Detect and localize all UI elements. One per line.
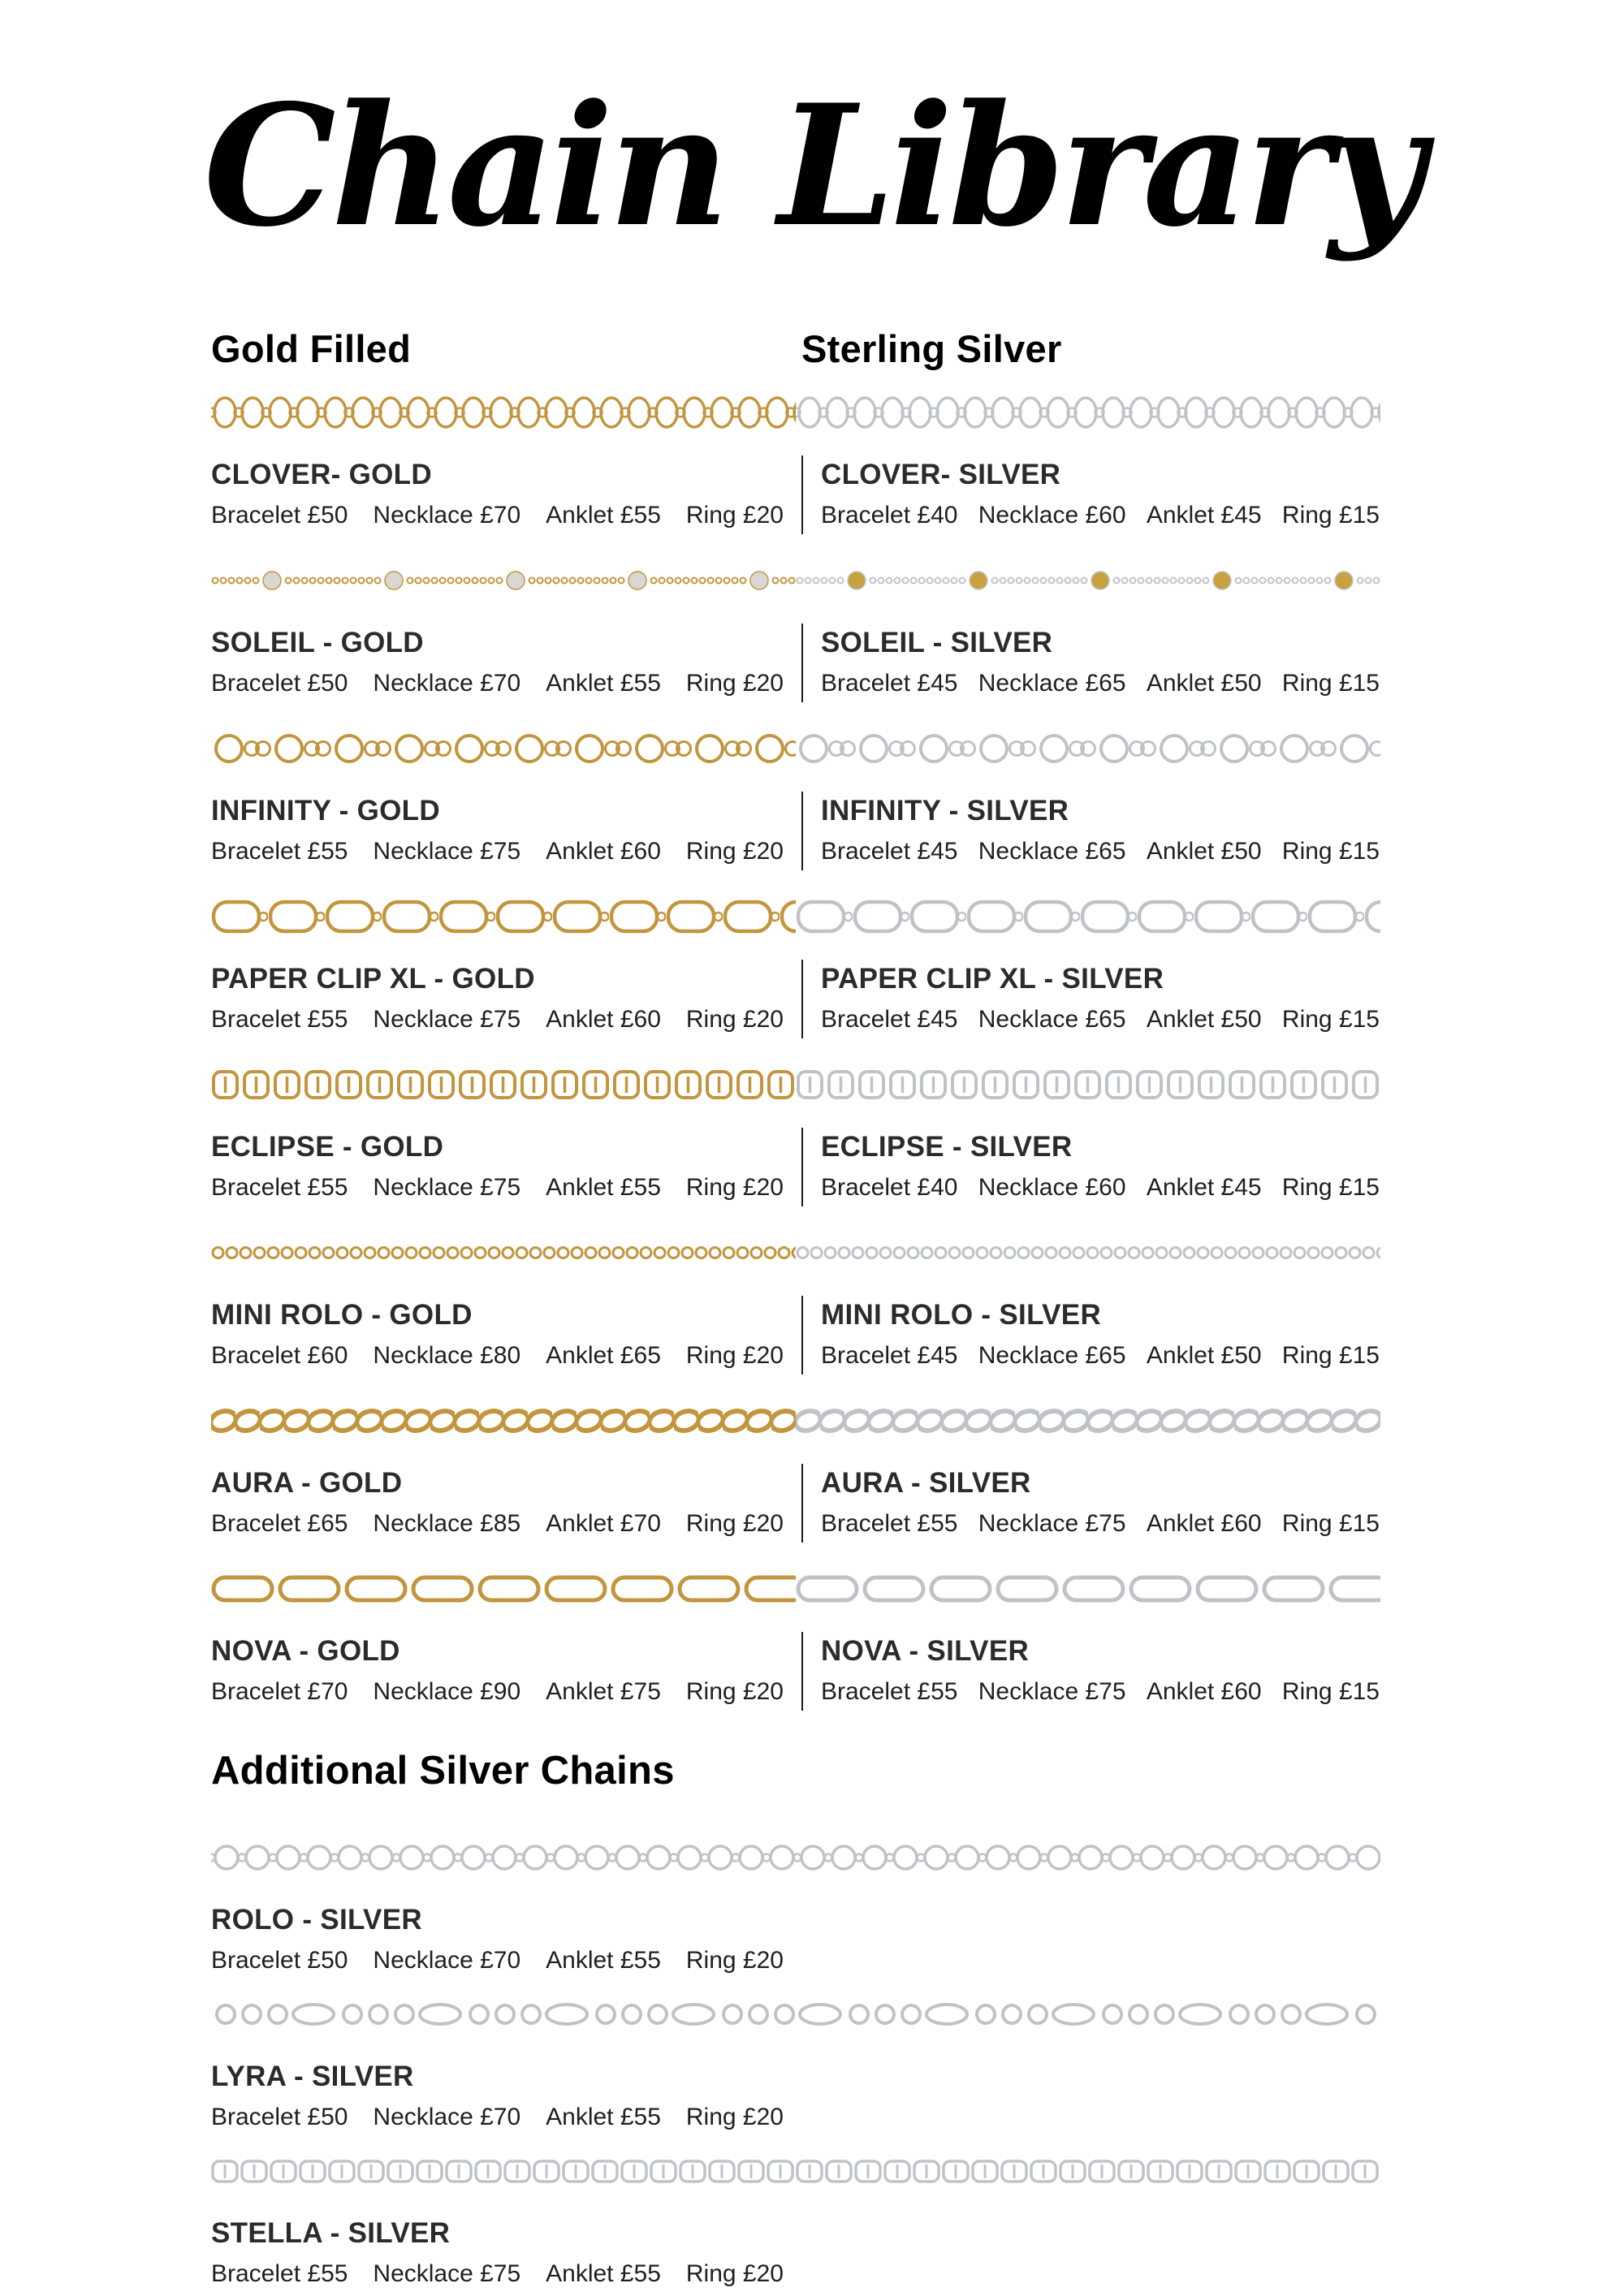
- price-item: Necklace £70: [373, 501, 521, 529]
- silver-text-block: [801, 1128, 1380, 1206]
- silver-text-block: [801, 1632, 1380, 1711]
- price-item: Ring £20: [685, 669, 784, 697]
- chain-prices: [211, 1947, 784, 1974]
- soleil-chain-name: SOLEIL - SILVER: [821, 626, 1053, 658]
- chain-row: [211, 391, 1380, 534]
- price-item: Necklace £60: [978, 1173, 1126, 1201]
- chain-text-pair: [211, 455, 1380, 534]
- price-item: Ring £20: [685, 501, 784, 529]
- price-item: Necklace £80: [373, 1341, 521, 1369]
- soleil-chain-gold-image: [211, 559, 796, 602]
- price-item: Necklace £75: [373, 1005, 521, 1033]
- chain-row: [211, 1992, 1380, 2136]
- eclipse-chain-silver-image: [796, 1063, 1380, 1107]
- price-item: Ring £20: [685, 1509, 784, 1537]
- minirolo-chain-image: [211, 1231, 1380, 1275]
- price-item: Bracelet £50: [211, 1946, 348, 1974]
- paperclip-chain-silver-image: [796, 895, 1380, 939]
- price-item: Bracelet £50: [211, 501, 348, 529]
- price-item: Bracelet £45: [821, 669, 958, 697]
- price-item: Necklace £75: [978, 1677, 1126, 1705]
- aura-chain-name: AURA - SILVER: [821, 1466, 1031, 1499]
- price-item: Anklet £50: [1146, 1005, 1262, 1033]
- price-item: Necklace £70: [373, 2103, 521, 2130]
- price-item: Bracelet £55: [821, 1509, 958, 1537]
- price-item: Ring £15: [1281, 1509, 1380, 1537]
- chain-prices: [211, 502, 784, 529]
- price-item: Ring £15: [1281, 1677, 1380, 1705]
- chain-row: [211, 1231, 1380, 1375]
- price-item: Anklet £60: [546, 1005, 661, 1033]
- price-item: Anklet £45: [1146, 501, 1262, 529]
- column-headers: [211, 326, 1380, 371]
- price-item: Anklet £55: [546, 669, 661, 697]
- price-item: Anklet £60: [1146, 1677, 1262, 1705]
- chain-prices: [821, 1678, 1380, 1706]
- stella-chain-silver-image: [211, 2149, 1380, 2193]
- lyra-chain-image: [211, 1992, 1380, 2036]
- price-item: Ring £15: [1281, 1173, 1380, 1201]
- stella-chain-name: STELLA - SILVER: [211, 2216, 451, 2249]
- additional-chain-rows: [211, 1836, 1380, 2293]
- paperclip-chain-gold-image: [211, 895, 796, 939]
- infinity-chain-name: INFINITY - GOLD: [211, 794, 440, 826]
- price-item: Bracelet £45: [821, 837, 958, 865]
- chain-prices: [211, 2260, 784, 2288]
- price-item: Bracelet £55: [211, 1005, 348, 1033]
- price-item: Ring £20: [685, 1341, 784, 1369]
- eclipse-chain-image: [211, 1063, 1380, 1107]
- infinity-chain-gold-image: [211, 727, 796, 770]
- gold-text-block: [211, 960, 801, 1038]
- gold-text-block: [211, 1632, 801, 1711]
- gold-text-block: [211, 1296, 801, 1375]
- aura-chain-name: AURA - GOLD: [211, 1466, 403, 1499]
- chain-text-pair: [211, 792, 1380, 870]
- price-item: Necklace £65: [978, 1005, 1126, 1033]
- chain-prices: [211, 1006, 784, 1034]
- chain-prices: [211, 1510, 784, 1538]
- price-item: Bracelet £55: [821, 1677, 958, 1705]
- infinity-chain-name: INFINITY - SILVER: [821, 794, 1069, 826]
- nova-chain-silver-image: [796, 1567, 1380, 1611]
- price-item: Necklace £85: [373, 1509, 521, 1537]
- price-item: Anklet £55: [546, 1173, 661, 1201]
- price-item: Anklet £60: [1146, 1509, 1262, 1537]
- price-item: Ring £20: [685, 837, 784, 865]
- price-item: Necklace £60: [978, 501, 1126, 529]
- chain-prices: [211, 1342, 784, 1370]
- chain-prices: [211, 2104, 784, 2131]
- price-item: Anklet £60: [546, 837, 661, 865]
- silver-text-block: [801, 1296, 1380, 1375]
- rolo-chain-image: [211, 1836, 1380, 1880]
- minirolo-chain-gold-image: [211, 1231, 796, 1275]
- chain-prices: [821, 1174, 1380, 1202]
- price-item: Bracelet £60: [211, 1341, 348, 1369]
- chain-row: [211, 1063, 1380, 1206]
- price-item: Bracelet £50: [211, 2103, 348, 2130]
- chain-text-pair: [211, 624, 1380, 702]
- price-item: Necklace £75: [373, 1173, 521, 1201]
- price-item: Ring £20: [685, 1005, 784, 1033]
- minirolo-chain-name: MINI ROLO - SILVER: [821, 1298, 1102, 1331]
- price-item: Bracelet £55: [211, 2259, 348, 2287]
- chain-prices: [821, 1342, 1380, 1370]
- price-item: Necklace £70: [373, 669, 521, 697]
- price-item: Anklet £50: [1146, 837, 1262, 865]
- aura-chain-gold-image: [211, 1399, 796, 1443]
- price-item: Ring £20: [685, 2259, 784, 2287]
- chain-rows: [211, 391, 1380, 1711]
- chain-prices: [211, 670, 784, 697]
- price-item: Ring £20: [685, 2103, 784, 2130]
- chain-text-pair: [211, 1128, 1380, 1206]
- price-item: Bracelet £40: [821, 1173, 958, 1201]
- page-content: [211, 326, 1380, 2293]
- chain-prices: [211, 838, 784, 865]
- clover-chain-silver-image: [796, 391, 1380, 434]
- page-title: Chain Library: [203, 69, 1421, 264]
- additional-silver-chains-header: Additional Silver Chains: [211, 1748, 675, 1793]
- chain-text-pair: [211, 960, 1380, 1038]
- price-item: Anklet £50: [1146, 669, 1262, 697]
- price-item: Bracelet £55: [211, 837, 348, 865]
- silver-text-block: [211, 1901, 1380, 1979]
- paperclip-chain-image: [211, 895, 1380, 939]
- chain-library-page: [0, 71, 1624, 2296]
- section-header-sterling-silver: Sterling Silver: [801, 326, 1062, 370]
- silver-text-block: [801, 1464, 1380, 1543]
- gold-text-block: [211, 455, 801, 534]
- paperclip-chain-name: PAPER CLIP XL - SILVER: [821, 962, 1164, 995]
- minirolo-chain-silver-image: [796, 1231, 1380, 1275]
- price-item: Bracelet £55: [211, 1173, 348, 1201]
- chain-text-pair: [211, 1296, 1380, 1375]
- paperclip-chain-name: PAPER CLIP XL - GOLD: [211, 962, 535, 995]
- rolo-chain-name: ROLO - SILVER: [211, 1903, 422, 1936]
- price-item: Ring £15: [1281, 501, 1380, 529]
- price-item: Anklet £55: [546, 2259, 661, 2287]
- lyra-chain-name: LYRA - SILVER: [211, 2060, 414, 2092]
- price-item: Ring £15: [1281, 837, 1380, 865]
- gold-text-block: [211, 1128, 801, 1206]
- aura-chain-silver-image: [796, 1399, 1380, 1443]
- chain-row: [211, 1567, 1380, 1711]
- nova-chain-gold-image: [211, 1567, 796, 1611]
- chain-row: [211, 2149, 1380, 2293]
- nova-chain-name: NOVA - GOLD: [211, 1634, 400, 1667]
- gold-text-block: [211, 792, 801, 870]
- price-item: Ring £20: [685, 1677, 784, 1705]
- silver-text-block: [801, 960, 1380, 1038]
- clover-chain-name: CLOVER- GOLD: [211, 458, 432, 490]
- chain-prices: [821, 502, 1380, 529]
- chain-row: [211, 1399, 1380, 1543]
- chain-prices: [211, 1174, 784, 1202]
- chain-text-pair: [211, 1632, 1380, 1711]
- price-item: Necklace £75: [978, 1509, 1126, 1537]
- price-item: Necklace £75: [373, 837, 521, 865]
- chain-prices: [821, 1006, 1380, 1034]
- price-item: Anklet £65: [546, 1341, 661, 1369]
- price-item: Ring £15: [1281, 669, 1380, 697]
- chain-row: [211, 559, 1380, 702]
- clover-chain-image: [211, 391, 1380, 434]
- price-item: Anklet £45: [1146, 1173, 1262, 1201]
- price-item: Bracelet £65: [211, 1509, 348, 1537]
- price-item: Ring £15: [1281, 1005, 1380, 1033]
- price-item: Anklet £50: [1146, 1341, 1262, 1369]
- silver-text-block: [801, 624, 1380, 702]
- soleil-chain-silver-image: [796, 559, 1380, 602]
- price-item: Ring £15: [1281, 1341, 1380, 1369]
- price-item: Anklet £70: [546, 1509, 661, 1537]
- stella-chain-image: [211, 2149, 1380, 2193]
- eclipse-chain-name: ECLIPSE - GOLD: [211, 1130, 444, 1163]
- rolo-chain-silver-image: [211, 1836, 1380, 1880]
- chain-text-pair: [211, 1464, 1380, 1543]
- minirolo-chain-name: MINI ROLO - GOLD: [211, 1298, 473, 1331]
- chain-prices: [821, 838, 1380, 865]
- nova-chain-image: [211, 1567, 1380, 1611]
- clover-chain-gold-image: [211, 391, 796, 434]
- price-item: Necklace £75: [373, 2259, 521, 2287]
- silver-text-block: [211, 2057, 1380, 2136]
- price-item: Anklet £55: [546, 1946, 661, 1974]
- price-item: Bracelet £50: [211, 669, 348, 697]
- nova-chain-name: NOVA - SILVER: [821, 1634, 1030, 1667]
- infinity-chain-silver-image: [796, 727, 1380, 770]
- price-item: Bracelet £45: [821, 1341, 958, 1369]
- price-item: Necklace £65: [978, 837, 1126, 865]
- chain-prices: [211, 1678, 784, 1706]
- price-item: Bracelet £70: [211, 1677, 348, 1705]
- chain-row: [211, 895, 1380, 1038]
- clover-chain-name: CLOVER- SILVER: [821, 458, 1061, 490]
- chain-row: [211, 727, 1380, 870]
- soleil-chain-image: [211, 559, 1380, 602]
- infinity-chain-image: [211, 727, 1380, 770]
- price-item: Necklace £65: [978, 669, 1126, 697]
- price-item: Bracelet £40: [821, 501, 958, 529]
- price-item: Anklet £75: [546, 1677, 661, 1705]
- gold-text-block: [211, 624, 801, 702]
- silver-text-block: [801, 455, 1380, 534]
- price-item: Necklace £90: [373, 1677, 521, 1705]
- price-item: Bracelet £45: [821, 1005, 958, 1033]
- chain-prices: [821, 1510, 1380, 1538]
- soleil-chain-name: SOLEIL - GOLD: [211, 626, 424, 658]
- lyra-chain-silver-image: [211, 1992, 1380, 2036]
- section-header-gold-filled: Gold Filled: [211, 326, 412, 370]
- aura-chain-image: [211, 1399, 1380, 1443]
- silver-text-block: [801, 792, 1380, 870]
- price-item: Necklace £65: [978, 1341, 1126, 1369]
- price-item: Anklet £55: [546, 501, 661, 529]
- price-item: Necklace £70: [373, 1946, 521, 1974]
- price-item: Ring £20: [685, 1946, 784, 1974]
- eclipse-chain-gold-image: [211, 1063, 796, 1107]
- silver-text-block: [211, 2214, 1380, 2293]
- chain-prices: [821, 670, 1380, 697]
- gold-text-block: [211, 1464, 801, 1543]
- eclipse-chain-name: ECLIPSE - SILVER: [821, 1130, 1073, 1163]
- price-item: Ring £20: [685, 1173, 784, 1201]
- price-item: Anklet £55: [546, 2103, 661, 2130]
- chain-row: [211, 1836, 1380, 1979]
